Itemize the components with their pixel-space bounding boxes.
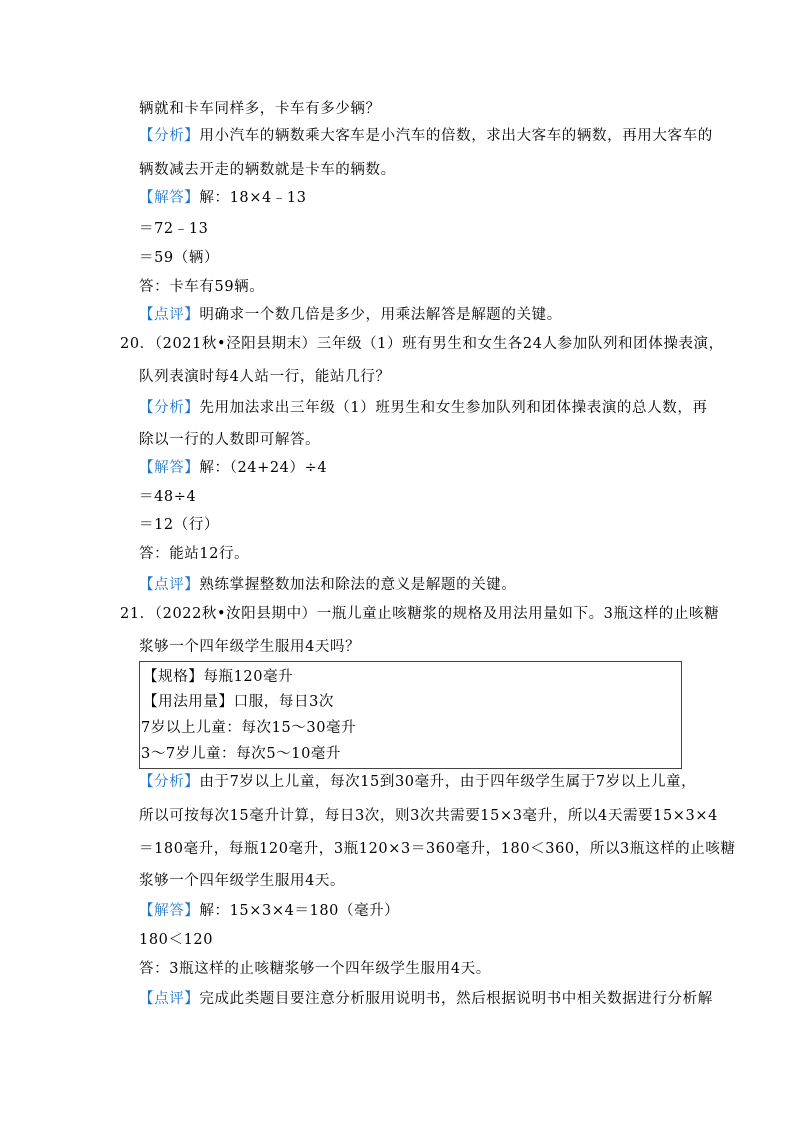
answer-text: 解：15×3×4＝180（毫升） [199,903,400,919]
comment-tag: 【点评】 [139,991,200,1007]
q21-reply: 答：3瓶这样的止咳糖浆够一个四年级学生服用4天。 [139,961,491,977]
analysis-text: 先用加法求出三年级（1）班男生和女生参加队列和团体操表演的总人数，再 [199,400,708,416]
q19-analysis [139,126,713,146]
q19-answer [139,188,307,208]
q19-step-1: ＝72﹣13 [139,221,209,237]
q20-question-cont: 队列表演时每4人站一行，能站几行？ [139,369,391,385]
answer-text: 解：（24+24）÷4 [199,460,328,476]
q21-comment [139,989,713,1009]
q19-step-2: ＝59（辆） [139,250,220,266]
question-text: （2022秋•汝阳县期中）一瓶儿童止咳糖浆的规格及用法用量如下。3瓶这样的止咳糖 [154,606,720,622]
comment-tag: 【点评】 [139,577,200,593]
q21-analysis-cont-2: ＝180毫升，每瓶120毫升，3瓶120×3＝360毫升，180＜360，所以3瓶这样的止咳糖 [139,841,736,857]
q19-question-line: 辆就和卡车同样多，卡车有多少辆？ [139,101,381,117]
q21-step-1: 180＜120 [139,932,214,948]
box-line-usage: 【用法用量】口服，每日3次 [143,694,335,710]
q20-step-1: ＝48÷4 [139,489,197,505]
q19-comment [139,305,562,325]
q20-reply: 答：能站12行。 [139,546,250,562]
box-line-spec: 【规格】每瓶120毫升 [143,669,294,685]
analysis-tag: 【分析】 [139,774,200,790]
box-line-3to7: 3～7岁儿童：每次5～10毫升 [141,746,342,762]
comment-text: 明确求一个数几倍是多少，用乘法解答是解题的关键。 [199,307,562,323]
q20-question [120,334,724,354]
q20-comment [139,575,517,595]
comment-tag: 【点评】 [139,307,200,323]
q21-answer [139,901,399,921]
q21-question [120,604,719,624]
q19-reply: 答：卡车有59辆。 [139,279,265,295]
q20-analysis [139,398,708,418]
comment-text: 完成此类题目要注意分析服用说明书，然后根据说明书中相关数据进行分析解 [199,991,713,1007]
q20-step-2: ＝12（行） [139,517,220,533]
analysis-tag: 【分析】 [139,128,200,144]
q21-question-cont: 浆够一个四年级学生服用4天吗？ [139,639,361,655]
answer-tag: 【解答】 [139,190,200,206]
answer-text: 解：18×4﹣13 [199,190,307,206]
q20-answer [139,458,327,478]
analysis-tag: 【分析】 [139,400,200,416]
answer-tag: 【解答】 [139,460,200,476]
comment-text: 熟练掌握整数加法和除法的意义是解题的关键。 [199,577,517,593]
analysis-text: 由于7岁以上儿童，每次15到30毫升，由于四年级学生属于7岁以上儿童， [199,774,697,790]
q21-analysis-cont-3: 浆够一个四年级学生服用4天。 [139,873,346,889]
question-number: 20． [120,336,155,352]
question-text: （2021秋•泾阳县期末）三年级（1）班有男生和女生各24人参加队列和团体操表演， [154,336,724,352]
q21-analysis-cont-1: 所以可按每次15毫升计算，每日3次，则3次共需要15×3毫升，所以4天需要15×3×4 [139,808,718,824]
box-line-over7: 7岁以上儿童：每次15～30毫升 [141,720,357,736]
q20-analysis-cont: 除以一行的人数即可解答。 [139,432,321,448]
q21-analysis [139,772,696,792]
analysis-text: 用小汽车的辆数乘大客车是小汽车的倍数，求出大客车的辆数，再用大客车的 [199,128,713,144]
answer-tag: 【解答】 [139,903,200,919]
q19-analysis-cont: 辆数减去开走的辆数就是卡车的辆数。 [139,162,396,178]
question-number: 21． [120,606,155,622]
